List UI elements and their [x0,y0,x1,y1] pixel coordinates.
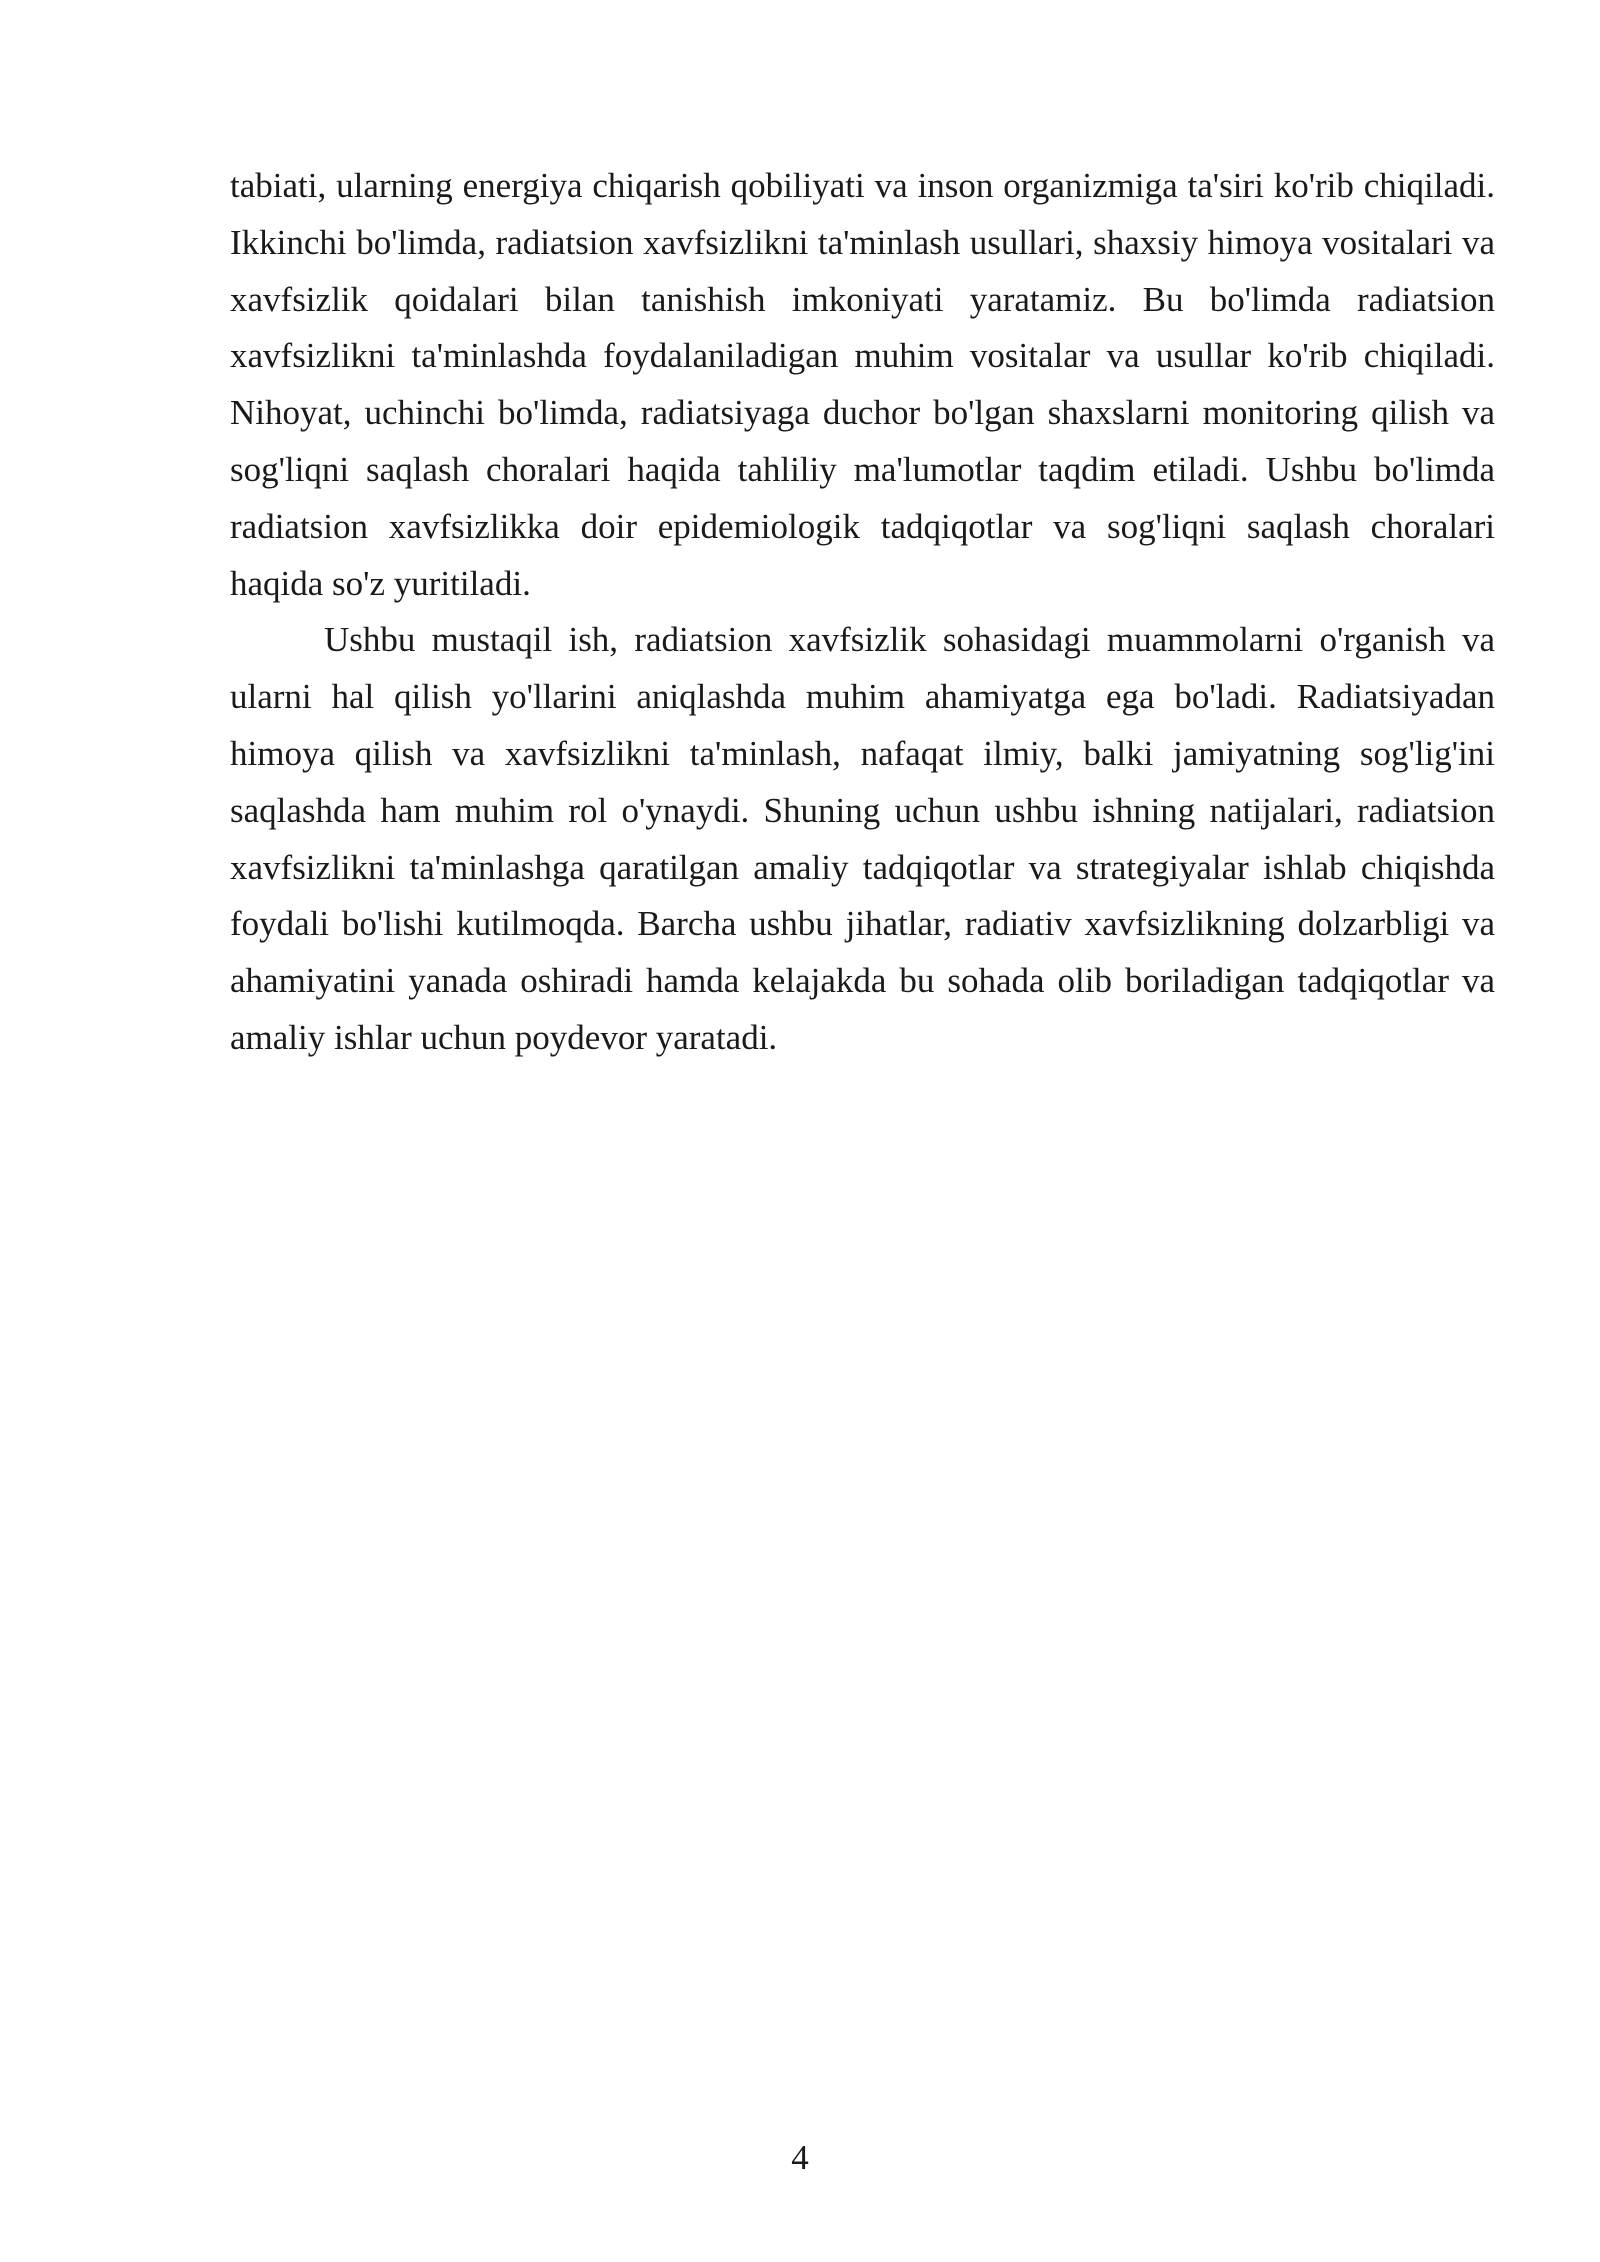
paragraph-continuation: tabiati, ularning energiya chiqarish qobiliyati va inson organizmiga ta'siri ko'rib chiqiladi. Ikkinchi bo'limda, radiatsion xavfsizlikni ta'minlash usullari, shaxsiy himoya vositalari va xavfsizlik qoidalari bilan tanishish imkoniyati yaratamiz. Bu bo'limda radiatsion xavfsizlikni ta'minlashda foydalaniladigan muhim vositalar va usullar ko'rib chiqiladi. Nihoyat, uchinchi bo'limda, radiatsiyaga duchor bo'lgan shaxslarni monitoring qilish va sog'liqni saqlash choralari haqida tahliliy ma'lumotlar taqdim etiladi. Ushbu bo'limda radiatsion xavfsizlikka doir epidemiologik tadqiqotlar va sog'liqni saqlash choralari haqida so'z yuritiladi. [230,166,1495,603]
paragraph-conclusion: Ushbu mustaqil ish, radiatsion xavfsizlik sohasidagi muammolarni o'rganish va ularni hal qilish yo'llarini aniqlashda muhim ahamiyatga ega bo'ladi. Radiatsiyadan himoya qilish va xavfsizlikni ta'minlash, nafaqat ilmiy, balki jamiyatning sog'lig'ini saqlashda ham muhim rol o'ynaydi. Shuning uchun ushbu ishning natijalari, radiatsion xavfsizlikni ta'minlashga qaratilgan amaliy tadqiqotlar va strategiyalar ishlab chiqishda foydali bo'lishi kutilmoqda. Barcha ushbu jihatlar, radiativ xavfsizlikning dolzarbligi va ahamiyatini yanada oshiradi hamda kelajakda bu sohada olib boriladigan tadqiqotlar va amaliy ishlar uchun poydevor yaratadi. [230,620,1495,1057]
page-number: 4 [791,2138,809,2177]
body-text [230,158,1495,1067]
